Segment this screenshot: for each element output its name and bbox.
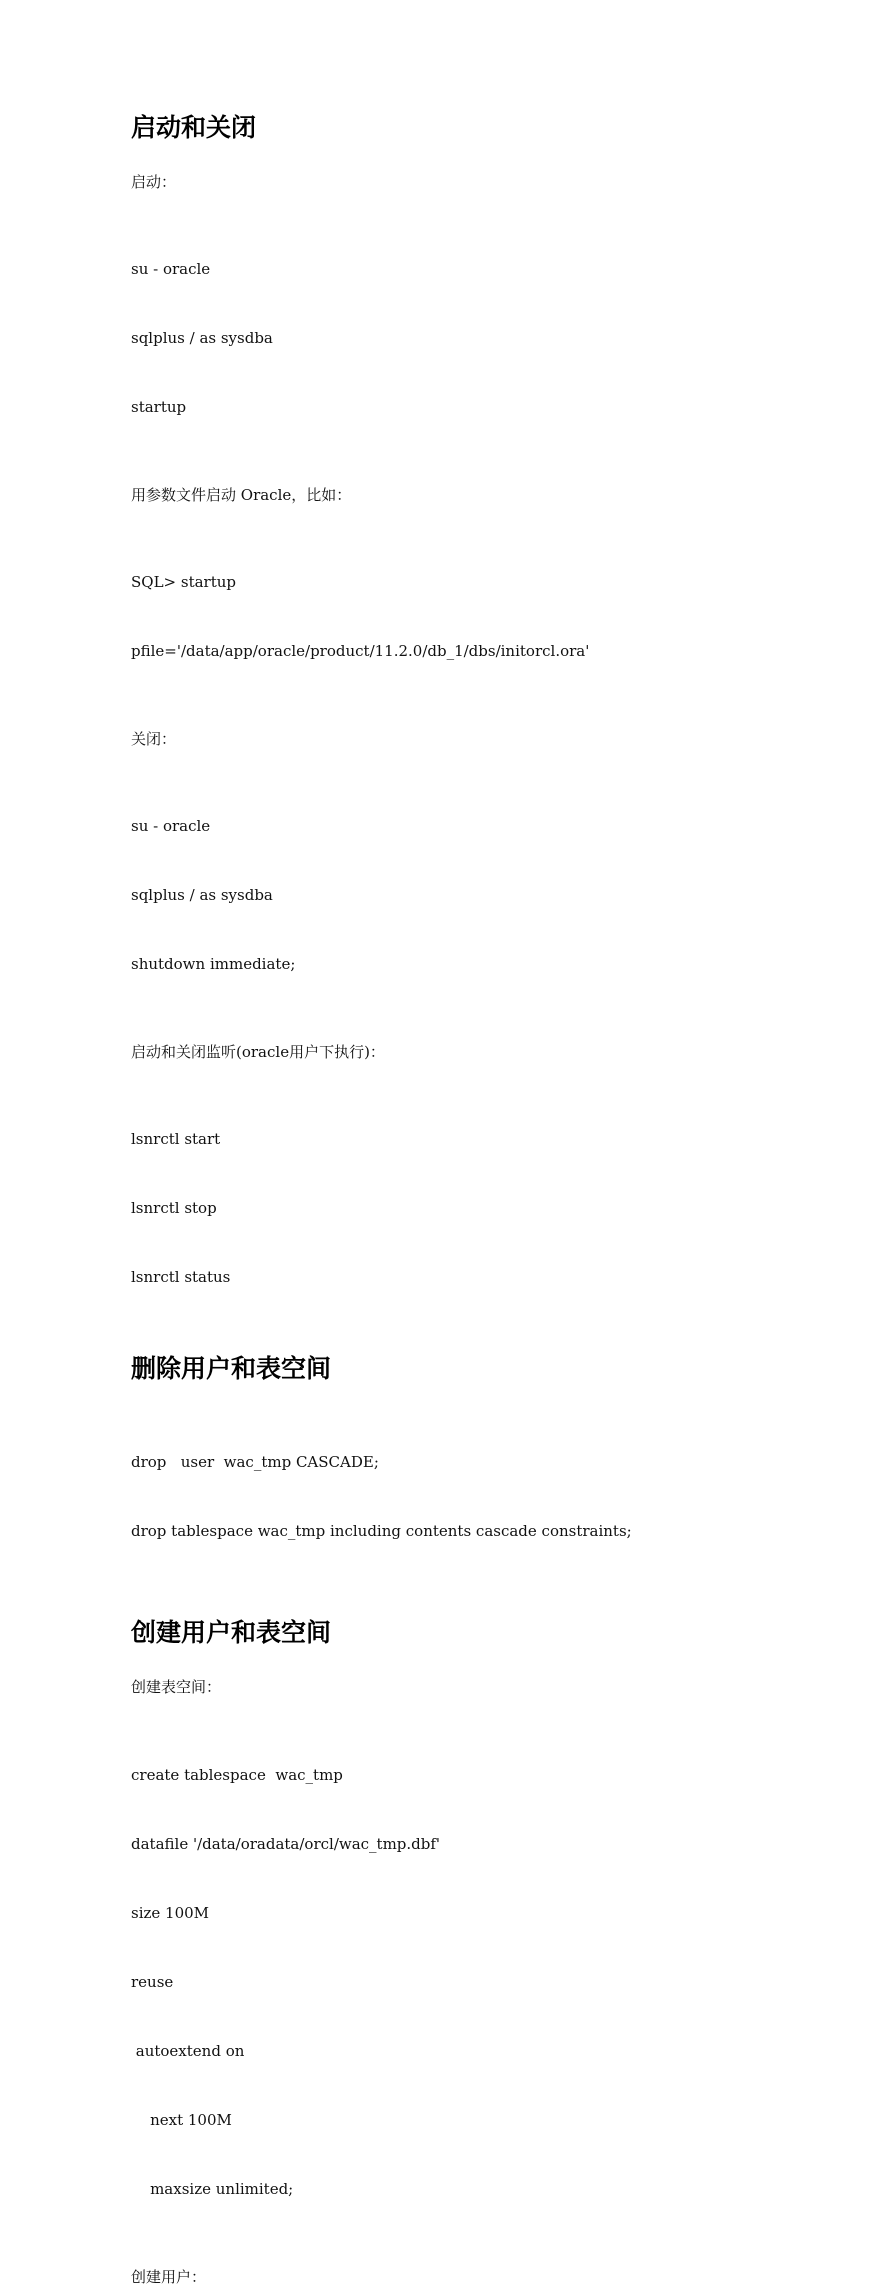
- code-line: su - oracle: [131, 260, 211, 278]
- pfile-code-block: [131, 525, 831, 709]
- document-page: [131, 108, 831, 2287]
- code-line: shutdown immediate;: [131, 955, 296, 973]
- create-tablespace-label: 创建表空间：: [131, 1678, 222, 1696]
- heading-create-user-tablespace: 创建用户和表空间: [131, 1618, 332, 1647]
- code-line: su - oracle: [131, 817, 211, 835]
- drop-code-block: [131, 1405, 831, 1589]
- code-line: maxsize unlimited;: [131, 2180, 294, 2198]
- code-line: pfile='/data/app/oracle/product/11.2.0/db_1/dbs/initorcl.ora': [131, 642, 590, 660]
- code-line: autoextend on: [131, 2042, 245, 2060]
- code-line: startup: [131, 398, 187, 416]
- listener-code-block: [131, 1082, 831, 1335]
- heading-start-stop: 启动和关闭: [131, 113, 257, 142]
- code-line: drop user wac_tmp CASCADE;: [131, 1453, 379, 1471]
- start-code-block: [131, 212, 831, 465]
- code-line: reuse: [131, 1973, 174, 1991]
- listener-label: 启动和关闭监听(oracle用户下执行)：: [131, 1043, 385, 1061]
- code-line: size 100M: [131, 1904, 210, 1922]
- pfile-label: 用参数文件启动 Oracle，比如：: [131, 486, 352, 504]
- create-user-label: 创建用户：: [131, 2268, 207, 2286]
- code-line: next 100M: [131, 2111, 232, 2129]
- code-line: lsnrctl start: [131, 1130, 221, 1148]
- start-label: 启动：: [131, 173, 177, 191]
- code-line: SQL> startup: [131, 573, 236, 591]
- code-line: lsnrctl status: [131, 1268, 231, 1286]
- code-line: drop tablespace wac_tmp including contents cascade constraints;: [131, 1522, 632, 1540]
- code-line: datafile '/data/oradata/orcl/wac_tmp.dbf': [131, 1835, 441, 1853]
- create-tablespace-code-block: [131, 1718, 831, 2247]
- code-line: sqlplus / as sysdba: [131, 329, 273, 347]
- close-label: 关闭：: [131, 730, 177, 748]
- close-code-block: [131, 769, 831, 1022]
- heading-drop-user-tablespace: 删除用户和表空间: [131, 1354, 332, 1383]
- code-line: lsnrctl stop: [131, 1199, 217, 1217]
- code-line: sqlplus / as sysdba: [131, 886, 273, 904]
- code-line: create tablespace wac_tmp: [131, 1766, 343, 1784]
